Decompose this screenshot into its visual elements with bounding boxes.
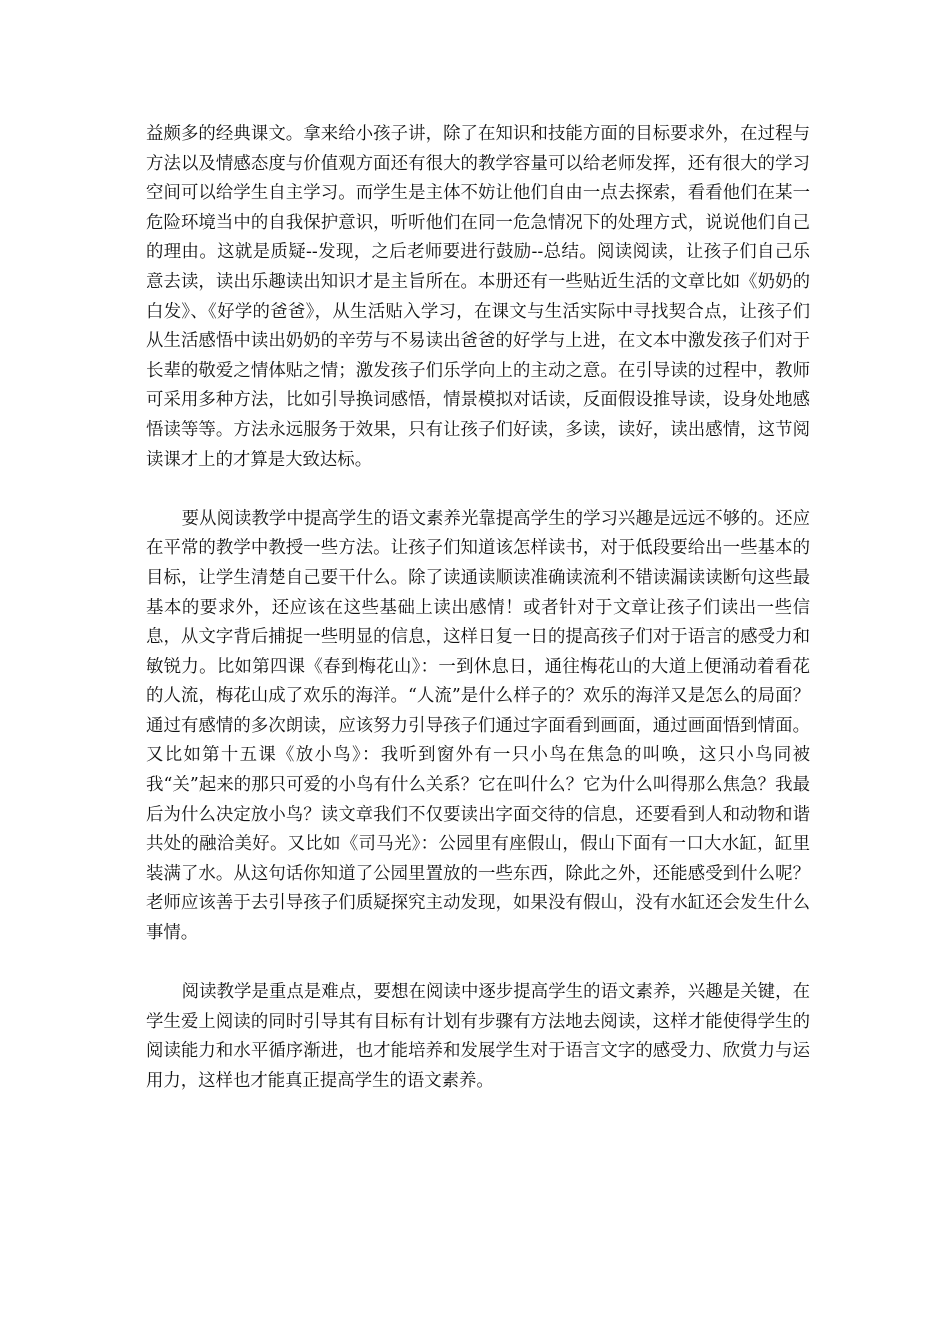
document-page bbox=[146, 120, 810, 1097]
paragraph-gap bbox=[146, 949, 810, 979]
paragraph-3: 阅读教学是重点是难点，要想在阅读中逐步提高学生的语文素养，兴趣是关键，在学生爱上阅读的同时引导其有目标有计划有步骤有方法地去阅读，这样才能使得学生的阅读能力和水平循序渐进，也才能培养和发展学生对于语言文字的感受力、欣赏力与运用力，这样也才能真正提高学生的语文素养。 bbox=[146, 982, 810, 1091]
paragraph-1: 益颇多的经典课文。拿来给小孩子讲，除了在知识和技能方面的目标要求外，在过程与方法以及情感态度与价值观方面还有很大的教学容量可以给老师发挥，还有很大的学习空间可以给学生自主学习。而学生是主体不妨让他们自由一点去探索，看看他们在某一危险环境当中的自我保护意识，听听他们在同一危急情况下的处理方式，说说他们自己的理由。这就是质疑--发现，之后老师要进行鼓励--总结。阅读阅读，让孩子们自己乐意去读，读出乐趣读出知识才是主旨所在。本册还有一些贴近生活的文章比如《奶奶的白发》、《好学的爸爸》，从生活贴入学习，在课文与生活实际中寻找契合点，让孩子们从生活感悟中读出奶奶的辛劳与不易读出爸爸的好学与上进，在文本中激发孩子们对于长辈的敬爱之情体贴之情；激发孩子们乐学向上的主动之意。在引导读的过程中，教师可采用多种方法，比如引导换词感悟，情景模拟对话读，反面假设推导读，设身处地感悟读等等。方法永远服务于效果，只有让孩子们好读，多读，读好，读出感情，这节阅读课才上的才算是大致达标。 bbox=[146, 124, 810, 470]
paragraph-gap bbox=[146, 475, 810, 505]
paragraph-2: 要从阅读教学中提高学生的语文素养光靠提高学生的学习兴趣是远远不够的。还应在平常的教学中教授一些方法。让孩子们知道该怎样读书，对于低段要给出一些基本的目标，让学生清楚自己要干什么。除了读通读顺读准确读流利不错读漏读读断句这些最基本的要求外，还应该在这些基础上读出感情！或者针对于文章让孩子们读出一些信息，从文字背后捕捉一些明显的信息，这样日复一日的提高孩子们对于语言的感受力和敏锐力。比如第四课《春到梅花山》：一到休息日，通往梅花山的大道上便涌动着看花的人流，梅花山成了欢乐的海洋。“人流”是什么样子的？欢乐的海洋又是怎么的局面？通过有感情的多次朗读，应该努力引导孩子们通过字面看到画面，通过画面悟到情面。又比如第十五课《放小鸟》：我听到窗外有一只小鸟在焦急的叫唤，这只小鸟同被我“关”起来的那只可爱的小鸟有什么关系？它在叫什么？它为什么叫得那么焦急？我最后为什么决定放小鸟？读文章我们不仅要读出字面交待的信息，还要看到人和动物和谐共处的融洽美好。又比如《司马光》：公园里有座假山，假山下面有一口大水缸，缸里装满了水。从这句话你知道了公园里置放的一些东西，除此之外，还能感受到什么呢？老师应该善于去引导孩子们质疑探究主动发现，如果没有假山，没有水缸还会发生什么事情。 bbox=[146, 508, 810, 944]
